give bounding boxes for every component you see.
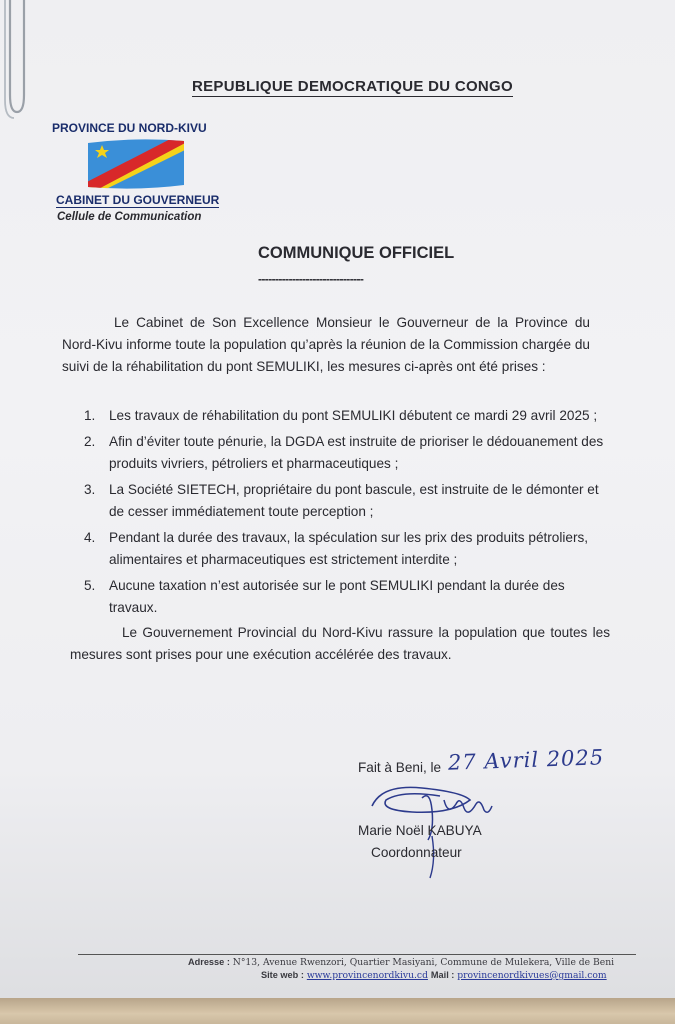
drc-flag-icon <box>86 139 186 189</box>
list-item <box>84 575 612 619</box>
intro-paragraph <box>62 312 590 378</box>
list-item <box>84 479 612 523</box>
handwritten-date: 27 Avril 2025 <box>447 745 605 775</box>
measures-list <box>84 405 612 623</box>
title-separator: ------------------------------- <box>258 272 364 286</box>
list-item <box>84 527 612 571</box>
list-item-text: Afin d’éviter toute pénurie, la DGDA est instruite de prioriser le dédouanement des produits vivriers, pétroliers et pharmaceutiques ; <box>109 434 604 471</box>
list-item-text: La Société SIETECH, propriétaire du pont bascule, est instruite de le démonter et de cesser immédiatement toute perception ; <box>109 482 599 519</box>
closing-paragraph <box>70 622 610 666</box>
intro-text: Le Cabinet de Son Excellence Monsieur le Gouverneur de la Province du Nord-Kivu informe toute la population qu’après la réunion de la Commission chargée du suivi de la réhabilitation du pont SEMULIKI, les mesures ci-après ont été prises : <box>62 315 590 374</box>
cellule-label: Cellule de Communication <box>57 211 202 223</box>
list-item-number: 5. <box>84 578 96 593</box>
list-item <box>84 431 612 475</box>
list-item-number: 1. <box>84 408 96 423</box>
country-heading: REPUBLIQUE DEMOCRATIQUE DU CONGO <box>192 78 513 95</box>
email-link[interactable]: provincenordkivues@gmail.com <box>457 970 607 981</box>
list-item-number: 3. <box>84 482 96 497</box>
signer-role: Coordonnateur <box>371 845 462 860</box>
paper-clip-icon <box>2 0 26 120</box>
mail-label: Mail : <box>430 970 455 980</box>
list-item-number: 2. <box>84 434 96 449</box>
list-item-number: 4. <box>84 530 96 545</box>
list-item-text: Pendant la durée des travaux, la spéculation sur les prix des produits pétroliers, alimentaires et pharmaceutiques est strictement interdite ; <box>109 530 589 567</box>
place-line: Fait à Beni, le <box>358 760 442 775</box>
address-label: Adresse : <box>188 957 230 967</box>
signer-name: Marie Noël KABUYA <box>358 823 482 838</box>
list-item-text: Les travaux de réhabilitation du pont SEMULIKI débutent ce mardi 29 avril 2025 ; <box>109 408 598 423</box>
footer-contact-line <box>188 969 638 982</box>
province-label: PROVINCE DU NORD-KIVU <box>52 121 207 135</box>
desk-surface <box>0 998 675 1024</box>
document-title: COMMUNIQUE OFFICIEL <box>258 244 455 262</box>
footer-address-line <box>188 956 638 969</box>
address-text: N°13, Avenue Rwenzori, Quartier Masiyani, Commune de Mulekera, Ville de Beni <box>232 957 615 968</box>
footer <box>188 956 638 982</box>
list-item <box>84 405 612 427</box>
closing-text: Le Gouvernement Provincial du Nord-Kivu rassure la population que toutes les mesures sont prises pour une exécution accélérée des travaux. <box>70 625 610 662</box>
footer-divider <box>78 954 636 955</box>
website-link[interactable]: www.provincenordkivu.cd <box>306 970 428 981</box>
site-label: Site web : <box>261 970 304 980</box>
list-item-text: Aucune taxation n’est autorisée sur le pont SEMULIKI pendant la durée des travaux. <box>109 578 565 615</box>
cabinet-label: CABINET DU GOUVERNEUR <box>56 193 220 207</box>
